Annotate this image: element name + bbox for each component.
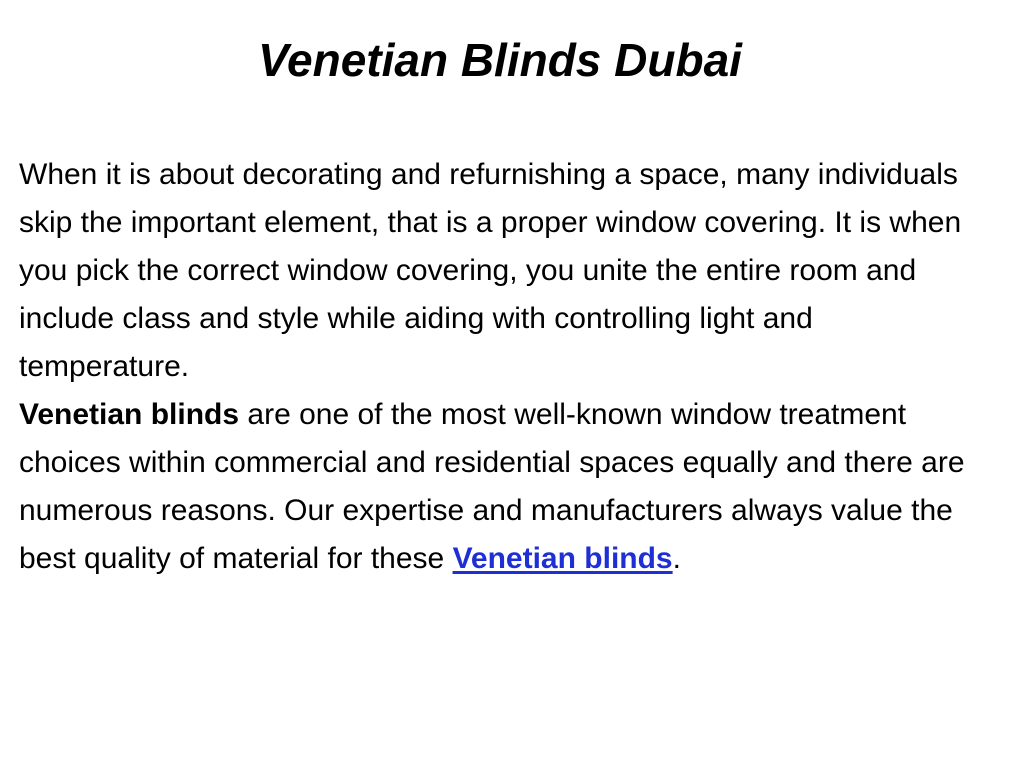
paragraph-venetian [19,391,969,583]
slide-title: Venetian Blinds Dubai [258,34,742,86]
venetian-blinds-link[interactable]: Venetian blinds [452,542,673,575]
slide-body [19,151,969,583]
paragraph-intro: When it is about decorating and refurnishing a space, many individuals skip the important element, that is a proper window covering. It is when you pick the correct window covering, you unite the entire room and include class and style while aiding with controlling light and temperature. [19,158,962,383]
paragraph-venetian-text: are one of the most well-known window treatment choices within commercial and residential spaces equally and there are numerous reasons. Our expertise and manufacturers always value the best quality of material for these [19,398,965,575]
paragraph-end-punctuation: . [672,542,681,575]
bold-lead-text: Venetian blinds [19,398,240,431]
